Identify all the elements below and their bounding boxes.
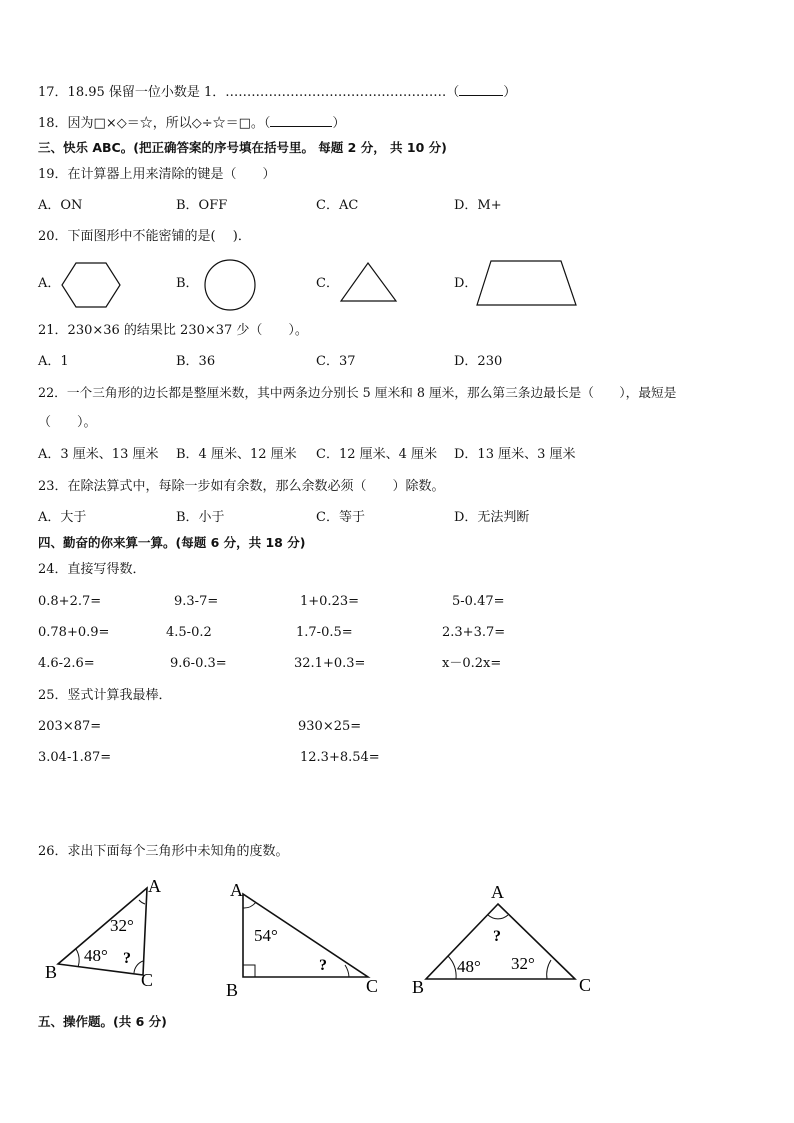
q23-option-a[interactable]: A．大于 — [38, 510, 87, 525]
answer-blank-17[interactable] — [459, 82, 503, 96]
angle-label: ? — [493, 928, 501, 945]
calc-item: 930×25= — [298, 719, 362, 734]
calc-item: 203×87= — [38, 719, 102, 734]
vertex-label-a: A — [230, 880, 243, 900]
calc-item: 0.78+0.9= — [38, 625, 110, 640]
q19-option-b[interactable]: B．OFF — [176, 198, 228, 213]
calc-item: x－0.2x= — [442, 656, 502, 671]
calc-item: 2.3+3.7= — [442, 625, 506, 640]
triangle-3-figure — [410, 880, 605, 1000]
question-17 — [38, 82, 516, 102]
calc-item: 5-0.47= — [452, 594, 505, 609]
angle-label: 48° — [457, 957, 481, 976]
vertex-label-b: B — [45, 962, 58, 982]
q19-option-a[interactable]: A．ON — [38, 198, 83, 213]
q22-option-a[interactable]: A．3 厘米、13 厘米 — [38, 447, 159, 462]
question-26: 26．求出下面每个三角形中未知角的度数。 — [38, 844, 289, 859]
angle-label: 48° — [84, 946, 108, 965]
answer-blank-18[interactable] — [270, 113, 332, 127]
question-18-text: 18．因为□×◇＝☆，所以◇÷☆＝□。（ — [38, 116, 271, 131]
calc-item: 3.04-1.87= — [38, 750, 112, 765]
vertex-label-c: C — [579, 975, 592, 995]
calc-item: 0.8+2.7= — [38, 594, 102, 609]
circle-shape — [203, 258, 257, 312]
q22-option-b[interactable]: B．4 厘米、12 厘米 — [176, 447, 297, 462]
calc-item: 1.7-0.5= — [296, 625, 353, 640]
triangle-2-figure — [225, 878, 390, 998]
question-20: 20．下面图形中不能密铺的是( )． — [38, 229, 251, 244]
question-22-line2: （ ）。 — [38, 415, 97, 430]
q22-option-c[interactable]: C．12 厘米、4 厘米 — [316, 447, 438, 462]
section-4-heading: 四、勤奋的你来算一算。(每题 6 分，共 18 分) — [38, 535, 306, 550]
calc-item: 12.3+8.54= — [300, 750, 380, 765]
question-24: 24．直接写得数． — [38, 562, 146, 577]
q21-option-b[interactable]: B．36 — [176, 354, 216, 369]
question-22: 22．一个三角形的边长都是整厘米数，其中两条边分别长 5 厘米和 8 厘米，那么第三条边最长是（ ），最短是 — [38, 385, 677, 400]
section-5-heading: 五、操作题。(共 6 分) — [38, 1014, 167, 1029]
q19-option-d[interactable]: D．M+ — [454, 198, 502, 213]
vertex-label-c: C — [141, 970, 154, 990]
calc-item: 9.6-0.3= — [170, 656, 227, 671]
q20-option-a[interactable]: A． — [38, 276, 61, 291]
angle-label: ? — [319, 957, 327, 974]
calc-item: 1+0.23= — [300, 594, 360, 609]
vertex-label-b: B — [226, 980, 239, 1000]
angle-label: 32° — [110, 916, 134, 935]
q23-option-b[interactable]: B．小于 — [176, 510, 225, 525]
triangle-shape — [339, 262, 399, 304]
question-18-close: ） — [332, 116, 346, 131]
vertex-label-a: A — [148, 876, 161, 896]
q23-option-c[interactable]: C．等于 — [316, 510, 365, 525]
q19-option-c[interactable]: C．AC — [316, 198, 359, 213]
hexagon-shape — [60, 262, 122, 308]
calc-item: 9.3-7= — [174, 594, 219, 609]
q20-option-c[interactable]: C． — [316, 276, 339, 291]
angle-label: 54° — [254, 926, 278, 945]
q20-option-d[interactable]: D． — [454, 276, 478, 291]
vertex-label-b: B — [412, 977, 425, 997]
section-3-heading: 三、快乐 ABC。(把正确答案的序号填在括号里。 每题 2 分， 共 10 分) — [38, 140, 447, 155]
q20-option-b[interactable]: B． — [176, 276, 199, 291]
q21-option-d[interactable]: D．230 — [454, 354, 503, 369]
q22-option-d[interactable]: D．13 厘米、3 厘米 — [454, 447, 576, 462]
triangle-1-figure — [40, 875, 180, 995]
question-17-text: 17．18.95 保留一位小数是 1．……………………………………………（ — [38, 85, 460, 100]
calc-item: 32.1+0.3= — [294, 656, 366, 671]
calc-item: 4.5-0.2 — [166, 625, 212, 640]
vertex-label-a: A — [491, 882, 504, 902]
q23-option-d[interactable]: D．无法判断 — [454, 510, 530, 525]
vertex-label-c: C — [366, 976, 379, 996]
question-25: 25．竖式计算我最棒． — [38, 688, 172, 703]
question-18 — [38, 113, 345, 133]
q21-option-a[interactable]: A．1 — [38, 354, 69, 369]
question-17-close: ） — [503, 85, 517, 100]
question-21: 21．230×36 的结果比 230×37 少（ ）。 — [38, 323, 308, 338]
angle-label: 32° — [511, 954, 535, 973]
calc-item: 4.6-2.6= — [38, 656, 95, 671]
trapezoid-shape — [475, 258, 579, 308]
q21-option-c[interactable]: C．37 — [316, 354, 356, 369]
question-19: 19．在计算器上用来清除的键是（ ） — [38, 167, 276, 182]
angle-label: ? — [123, 950, 131, 967]
question-23: 23．在除法算式中，每除一步如有余数，那么余数必须（ ）除数。 — [38, 479, 445, 494]
